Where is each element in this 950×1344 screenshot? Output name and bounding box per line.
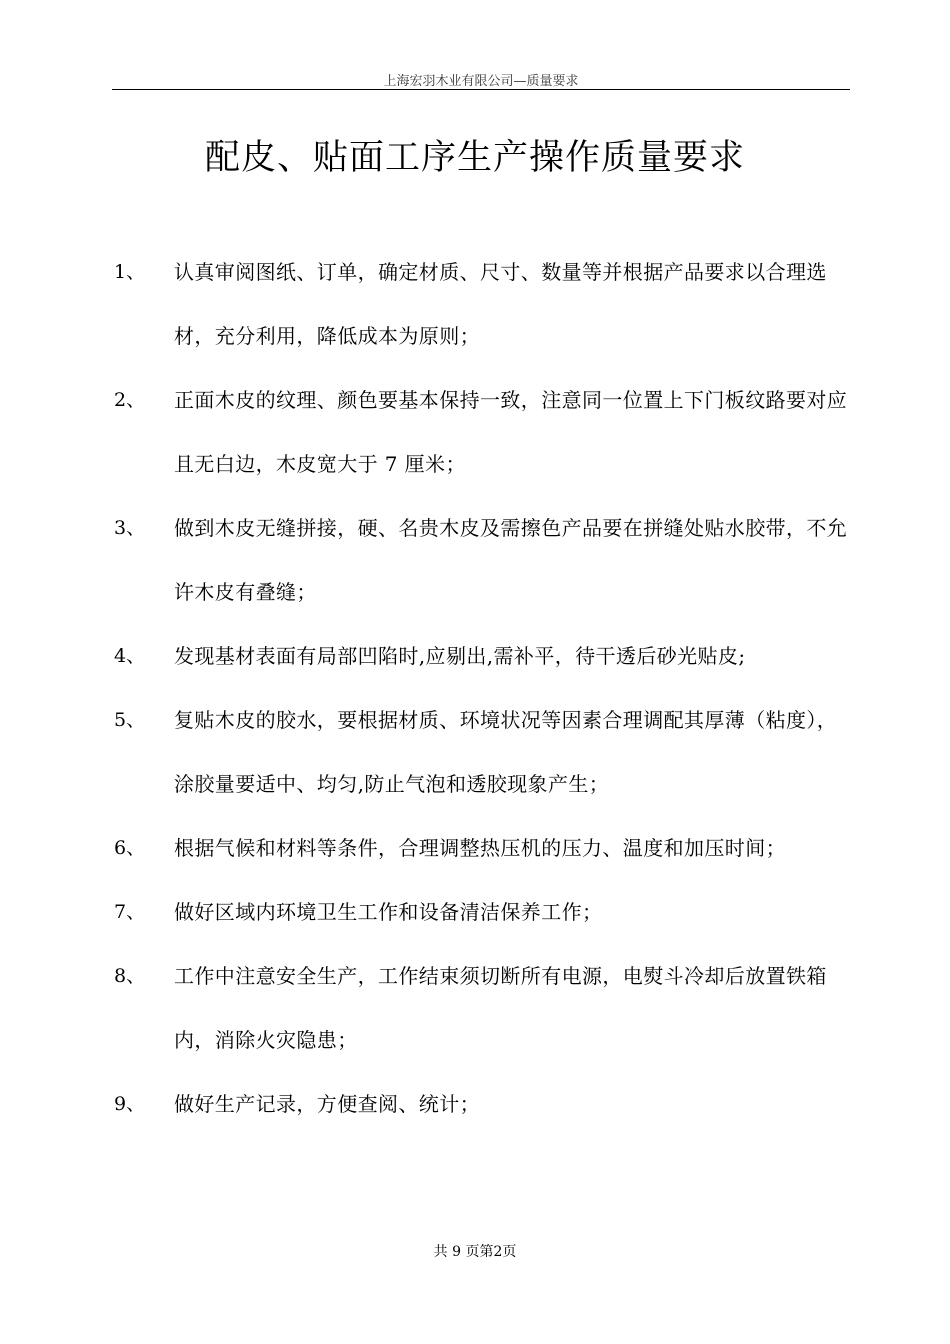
header-divider (112, 89, 850, 90)
item-number: 7、 (114, 901, 146, 923)
item-number: 8、 (114, 965, 146, 987)
list-item (114, 1072, 854, 1136)
list-item (114, 880, 854, 944)
item-text: 做好生产记录，方便查阅、统计； (174, 1092, 480, 1116)
item-text: 工作中注意安全生产，工作结束须切断所有电源，电熨斗冷却后放置铁箱内，消除火灾隐患； (174, 964, 827, 1052)
document-title: 配皮、贴面工序生产操作质量要求 (204, 138, 745, 178)
page-header: 上海宏羽木业有限公司—质量要求 (383, 74, 579, 89)
item-number: 5、 (114, 709, 146, 731)
item-text: 根据气候和材料等条件，合理调整热压机的压力、温度和加压时间； (174, 836, 786, 860)
item-text: 做到木皮无缝拼接，硬、名贵木皮及需擦色产品要在拼缝处贴水胶带，不允许木皮有叠缝； (174, 516, 848, 604)
item-number: 2、 (114, 389, 146, 411)
item-number: 6、 (114, 837, 146, 859)
item-text: 正面木皮的纹理、颜色要基本保持一致，注意同一位置上下门板纹路要对应且无白边，木皮宽大于 7 厘米； (174, 388, 848, 476)
item-text: 认真审阅图纸、订单，确定材质、尺寸、数量等并根据产品要求以合理选材，充分利用，降低成本为原则； (174, 260, 827, 348)
item-text: 复贴木皮的胶水，要根据材质、环境状况等因素合理调配其厚薄（粘度），涂胶量要适中、均匀,防止气泡和透胶现象产生； (174, 708, 838, 796)
list-item (114, 240, 854, 368)
item-number: 3、 (114, 517, 146, 539)
item-text: 发现基材表面有局部凹陷时,应剔出,需补平，待干透后砂光贴皮; (174, 644, 746, 668)
item-text: 做好区域内环境卫生工作和设备清洁保养工作； (174, 900, 603, 924)
list-item (114, 816, 854, 880)
list-item (114, 624, 854, 688)
item-number: 9、 (114, 1093, 146, 1115)
requirements-list (114, 240, 854, 1136)
list-item (114, 688, 854, 816)
list-item (114, 496, 854, 624)
list-item (114, 368, 854, 496)
item-number: 1、 (114, 261, 146, 283)
item-number: 4、 (114, 645, 146, 667)
list-item (114, 944, 854, 1072)
page-footer: 共 9 页第2页 (433, 1244, 517, 1260)
